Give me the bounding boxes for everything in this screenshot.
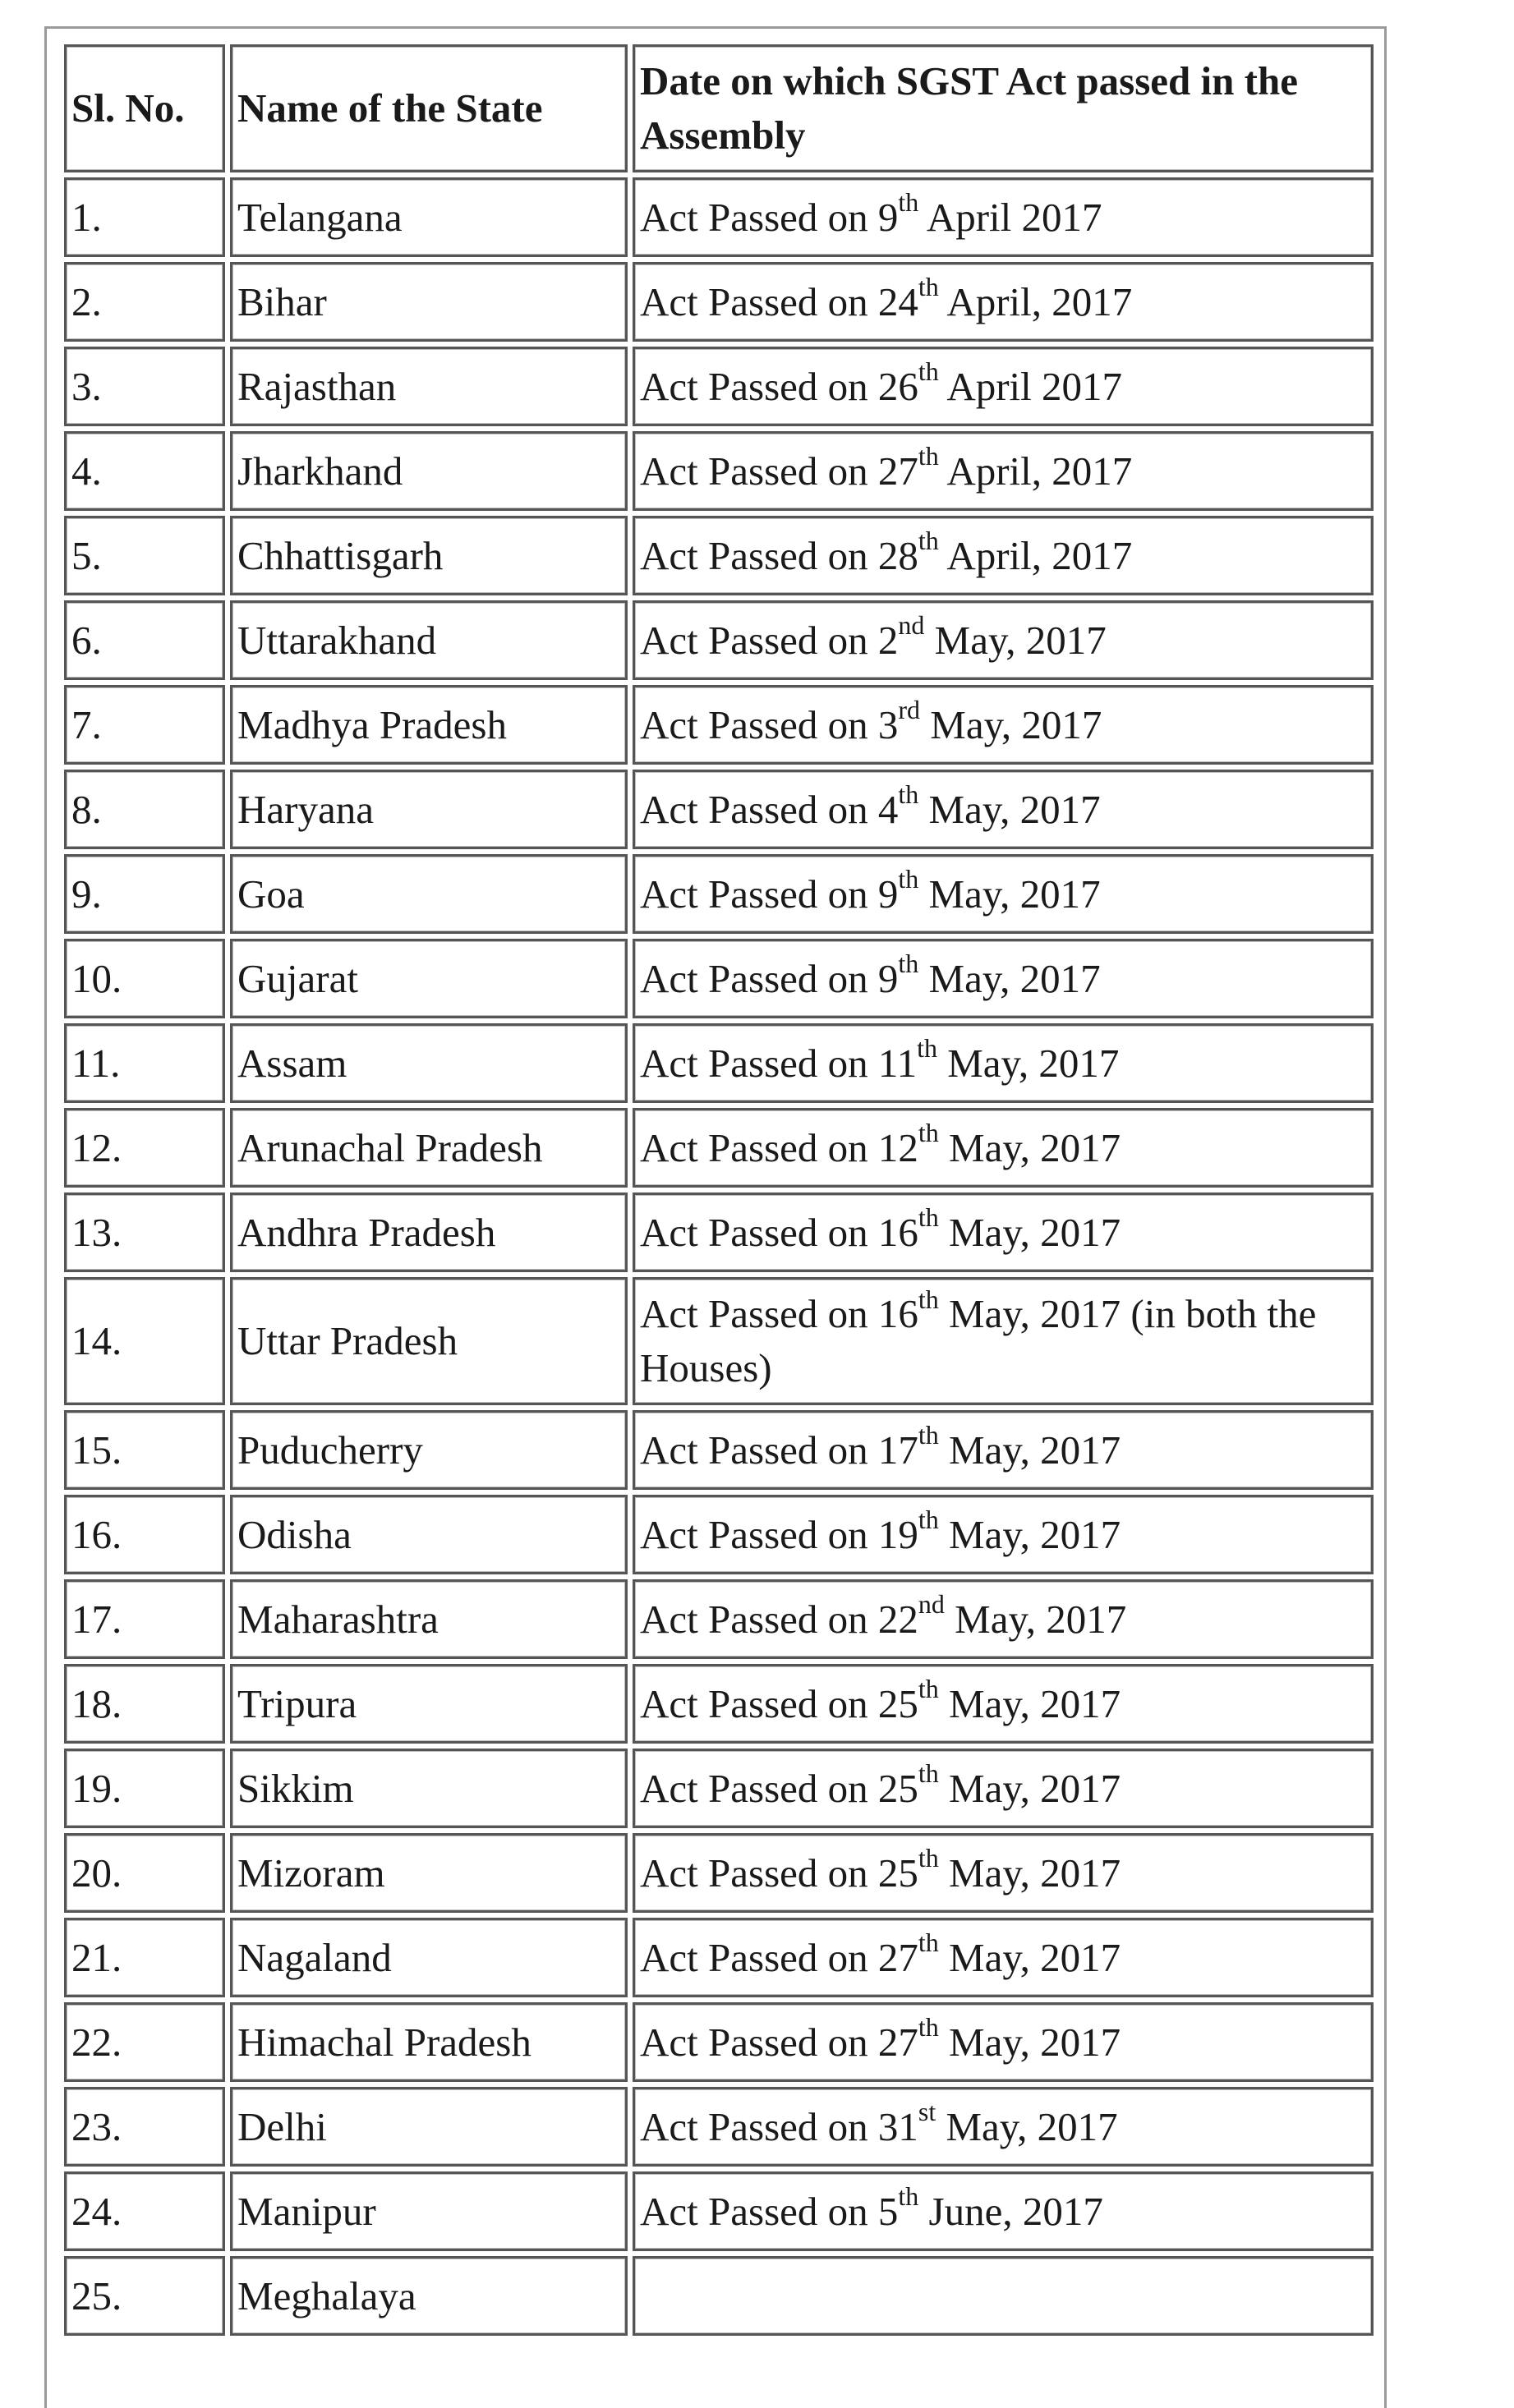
date-ordinal-suffix: th	[918, 1505, 939, 1535]
date-prefix: Act Passed on	[640, 1934, 878, 1980]
date-rest: May, 2017	[938, 2019, 1121, 2065]
date-prefix: Act Passed on	[640, 1511, 878, 1557]
date-rest: May, 2017	[924, 617, 1107, 663]
date-ordinal-suffix: th	[918, 526, 939, 556]
sgst-act-table	[59, 39, 1378, 2341]
date-prefix: Act Passed on	[640, 871, 878, 917]
cell-date-passed	[633, 2171, 1374, 2251]
cell-state-name: Uttarakhand	[230, 600, 628, 680]
date-prefix: Act Passed on	[640, 1291, 878, 1336]
table-row	[64, 347, 1374, 426]
date-rest: May, 2017	[938, 1934, 1121, 1980]
date-rest: April 2017	[918, 194, 1102, 240]
table-row	[64, 177, 1374, 257]
cell-state-name: Bihar	[230, 262, 628, 342]
cell-sl-no: 5.	[64, 516, 225, 595]
cell-sl-no: 19.	[64, 1749, 225, 1828]
date-rest: May, 2017	[920, 701, 1102, 747]
cell-state-name: Chhattisgarh	[230, 516, 628, 595]
cell-sl-no: 17.	[64, 1579, 225, 1659]
cell-date-passed	[633, 2002, 1374, 2082]
date-ordinal-suffix: rd	[898, 695, 921, 725]
date-rest: April, 2017	[938, 532, 1133, 578]
date-ordinal-suffix: nd	[918, 1589, 945, 1620]
cell-date-passed	[633, 1918, 1374, 1997]
cell-sl-no: 9.	[64, 854, 225, 934]
date-day: 3	[877, 701, 899, 747]
cell-sl-no: 22.	[64, 2002, 225, 2082]
cell-sl-no: 10.	[64, 939, 225, 1018]
date-day: 5	[877, 2188, 899, 2234]
cell-sl-no: 25.	[64, 2256, 225, 2336]
cell-date-passed	[633, 1277, 1374, 1405]
date-rest: May, 2017	[944, 1596, 1127, 1642]
date-rest: June, 2017	[918, 2188, 1103, 2234]
date-day: 31	[877, 2103, 918, 2149]
table-row	[64, 854, 1374, 934]
table-row	[64, 1833, 1374, 1913]
date-ordinal-suffix: th	[918, 1202, 939, 1233]
cell-state-name: Jharkhand	[230, 431, 628, 511]
cell-sl-no: 14.	[64, 1277, 225, 1405]
date-rest: May, 2017	[918, 955, 1101, 1001]
date-day: 25	[877, 1680, 918, 1726]
date-rest: May, 2017	[918, 871, 1101, 917]
date-rest: May, 2017	[936, 2103, 1118, 2149]
cell-date-passed	[633, 1664, 1374, 1744]
date-prefix: Act Passed on	[640, 1427, 878, 1473]
table-row	[64, 1023, 1374, 1103]
date-ordinal-suffix: th	[898, 779, 919, 810]
cell-date-passed	[633, 2256, 1374, 2336]
date-prefix: Act Passed on	[640, 1680, 878, 1726]
cell-sl-no: 8.	[64, 770, 225, 849]
date-ordinal-suffix: th	[918, 1758, 939, 1789]
cell-sl-no: 1.	[64, 177, 225, 257]
table-row	[64, 1410, 1374, 1490]
date-ordinal-suffix: th	[918, 1674, 939, 1704]
date-ordinal-suffix: th	[918, 2012, 939, 2043]
date-prefix: Act Passed on	[640, 1040, 878, 1086]
date-prefix: Act Passed on	[640, 955, 878, 1001]
date-day: 9	[877, 871, 899, 917]
cell-date-passed	[633, 1193, 1374, 1272]
table-row	[64, 516, 1374, 595]
cell-state-name: Odisha	[230, 1495, 628, 1574]
cell-state-name: Arunachal Pradesh	[230, 1108, 628, 1188]
date-day: 16	[877, 1209, 918, 1255]
date-rest: May, 2017	[938, 1427, 1121, 1473]
cell-state-name: Delhi	[230, 2087, 628, 2167]
cell-date-passed	[633, 1495, 1374, 1574]
cell-sl-no: 12.	[64, 1108, 225, 1188]
cell-sl-no: 20.	[64, 1833, 225, 1913]
date-rest: May, 2017	[938, 1511, 1121, 1557]
date-day: 24	[877, 278, 918, 324]
cell-sl-no: 2.	[64, 262, 225, 342]
table-row	[64, 1579, 1374, 1659]
cell-state-name: Manipur	[230, 2171, 628, 2251]
cell-state-name: Maharashtra	[230, 1579, 628, 1659]
date-prefix: Act Passed on	[640, 363, 878, 409]
date-rest: April, 2017	[938, 448, 1133, 494]
cell-sl-no: 24.	[64, 2171, 225, 2251]
table-row	[64, 2002, 1374, 2082]
cell-date-passed	[633, 600, 1374, 680]
cell-state-name: Tripura	[230, 1664, 628, 1744]
date-prefix: Act Passed on	[640, 701, 878, 747]
cell-state-name: Uttar Pradesh	[230, 1277, 628, 1405]
cell-date-passed	[633, 685, 1374, 765]
table-row	[64, 1918, 1374, 1997]
date-prefix: Act Passed on	[640, 278, 878, 324]
date-ordinal-suffix: th	[898, 949, 919, 979]
date-day: 26	[877, 363, 918, 409]
cell-date-passed	[633, 939, 1374, 1018]
cell-sl-no: 18.	[64, 1664, 225, 1744]
header-date: Date on which SGST Act passed in the Assembly	[633, 44, 1374, 172]
date-rest: May, 2017	[938, 1765, 1121, 1811]
date-day: 11	[877, 1040, 918, 1086]
cell-date-passed	[633, 1579, 1374, 1659]
date-ordinal-suffix: th	[918, 1118, 939, 1148]
date-prefix: Act Passed on	[640, 617, 878, 663]
table-row	[64, 1108, 1374, 1188]
date-rest: May, 2017	[938, 1680, 1121, 1726]
table-row	[64, 2256, 1374, 2336]
date-ordinal-suffix: th	[898, 2181, 919, 2212]
date-prefix: Act Passed on	[640, 194, 878, 240]
cell-state-name: Sikkim	[230, 1749, 628, 1828]
cell-date-passed	[633, 1749, 1374, 1828]
cell-state-name: Telangana	[230, 177, 628, 257]
table-row	[64, 939, 1374, 1018]
date-rest: May, 2017	[938, 1850, 1121, 1896]
date-day: 9	[877, 194, 899, 240]
date-prefix: Act Passed on	[640, 532, 878, 578]
date-rest: April, 2017	[938, 278, 1133, 324]
table-row	[64, 262, 1374, 342]
date-ordinal-suffix: st	[918, 2097, 936, 2127]
cell-state-name: Mizoram	[230, 1833, 628, 1913]
date-ordinal-suffix: th	[898, 864, 919, 894]
date-day: 17	[877, 1427, 918, 1473]
cell-date-passed	[633, 1833, 1374, 1913]
date-ordinal-suffix: th	[918, 1928, 939, 1958]
table-row	[64, 1495, 1374, 1574]
date-prefix: Act Passed on	[640, 448, 878, 494]
date-prefix: Act Passed on	[640, 1209, 878, 1255]
cell-sl-no: 7.	[64, 685, 225, 765]
cell-state-name: Andhra Pradesh	[230, 1193, 628, 1272]
cell-date-passed	[633, 770, 1374, 849]
table-row	[64, 1664, 1374, 1744]
date-ordinal-suffix: th	[918, 441, 939, 471]
cell-state-name: Madhya Pradesh	[230, 685, 628, 765]
date-day: 19	[877, 1511, 918, 1557]
date-prefix: Act Passed on	[640, 1124, 878, 1170]
header-state: Name of the State	[230, 44, 628, 172]
date-day: 27	[877, 1934, 918, 1980]
date-ordinal-suffix: th	[918, 272, 939, 302]
cell-sl-no: 6.	[64, 600, 225, 680]
date-rest: April 2017	[938, 363, 1123, 409]
date-day: 28	[877, 532, 918, 578]
cell-state-name: Nagaland	[230, 1918, 628, 1997]
cell-date-passed	[633, 347, 1374, 426]
date-day: 27	[877, 448, 918, 494]
date-day: 2	[877, 617, 899, 663]
cell-date-passed	[633, 431, 1374, 511]
cell-sl-no: 11.	[64, 1023, 225, 1103]
cell-sl-no: 4.	[64, 431, 225, 511]
date-rest: May, 2017	[938, 1209, 1121, 1255]
date-ordinal-suffix: th	[918, 356, 939, 387]
table-row	[64, 431, 1374, 511]
cell-state-name: Haryana	[230, 770, 628, 849]
cell-sl-no: 21.	[64, 1918, 225, 1997]
date-prefix: Act Passed on	[640, 786, 878, 832]
date-day: 22	[877, 1596, 918, 1642]
table-row	[64, 770, 1374, 849]
date-day: 4	[877, 786, 899, 832]
date-day: 25	[877, 1850, 918, 1896]
cell-date-passed	[633, 854, 1374, 934]
cell-date-passed	[633, 1023, 1374, 1103]
date-prefix: Act Passed on	[640, 2188, 878, 2234]
cell-sl-no: 23.	[64, 2087, 225, 2167]
cell-state-name: Assam	[230, 1023, 628, 1103]
cell-date-passed	[633, 516, 1374, 595]
date-prefix: Act Passed on	[640, 1765, 878, 1811]
header-row	[64, 44, 1374, 172]
date-day: 16	[877, 1291, 918, 1336]
table-row	[64, 600, 1374, 680]
table-body	[64, 177, 1374, 2336]
cell-state-name: Gujarat	[230, 939, 628, 1018]
table-row	[64, 1749, 1374, 1828]
table-row	[64, 2171, 1374, 2251]
cell-date-passed	[633, 262, 1374, 342]
cell-state-name: Rajasthan	[230, 347, 628, 426]
cell-state-name: Goa	[230, 854, 628, 934]
date-ordinal-suffix: th	[918, 1843, 939, 1873]
header-sl-no: Sl. No.	[64, 44, 225, 172]
date-prefix: Act Passed on	[640, 2019, 878, 2065]
date-day: 12	[877, 1124, 918, 1170]
date-ordinal-suffix: th	[917, 1033, 937, 1064]
table-row	[64, 685, 1374, 765]
date-rest: May, 2017	[936, 1040, 1120, 1086]
cell-date-passed	[633, 1108, 1374, 1188]
date-ordinal-suffix: nd	[898, 610, 925, 641]
date-prefix: Act Passed on	[640, 2103, 878, 2149]
date-day: 25	[877, 1765, 918, 1811]
date-day: 27	[877, 2019, 918, 2065]
cell-state-name: Himachal Pradesh	[230, 2002, 628, 2082]
date-rest: May, 2017	[918, 786, 1101, 832]
cell-sl-no: 16.	[64, 1495, 225, 1574]
cell-state-name: Puducherry	[230, 1410, 628, 1490]
cell-state-name: Meghalaya	[230, 2256, 628, 2336]
cell-sl-no: 13.	[64, 1193, 225, 1272]
date-day: 9	[877, 955, 899, 1001]
table-row	[64, 2087, 1374, 2167]
cell-date-passed	[633, 2087, 1374, 2167]
date-ordinal-suffix: th	[918, 1284, 939, 1314]
date-ordinal-suffix: th	[898, 187, 919, 218]
cell-sl-no: 15.	[64, 1410, 225, 1490]
table-row	[64, 1193, 1374, 1272]
date-ordinal-suffix: th	[918, 1420, 939, 1450]
date-rest: May, 2017 (in both the Houses)	[640, 1291, 1327, 1390]
date-prefix: Act Passed on	[640, 1850, 878, 1896]
cell-date-passed	[633, 1410, 1374, 1490]
cell-sl-no: 3.	[64, 347, 225, 426]
table-row	[64, 1277, 1374, 1405]
cell-date-passed	[633, 177, 1374, 257]
date-rest: May, 2017	[938, 1124, 1121, 1170]
date-prefix: Act Passed on	[640, 1596, 878, 1642]
